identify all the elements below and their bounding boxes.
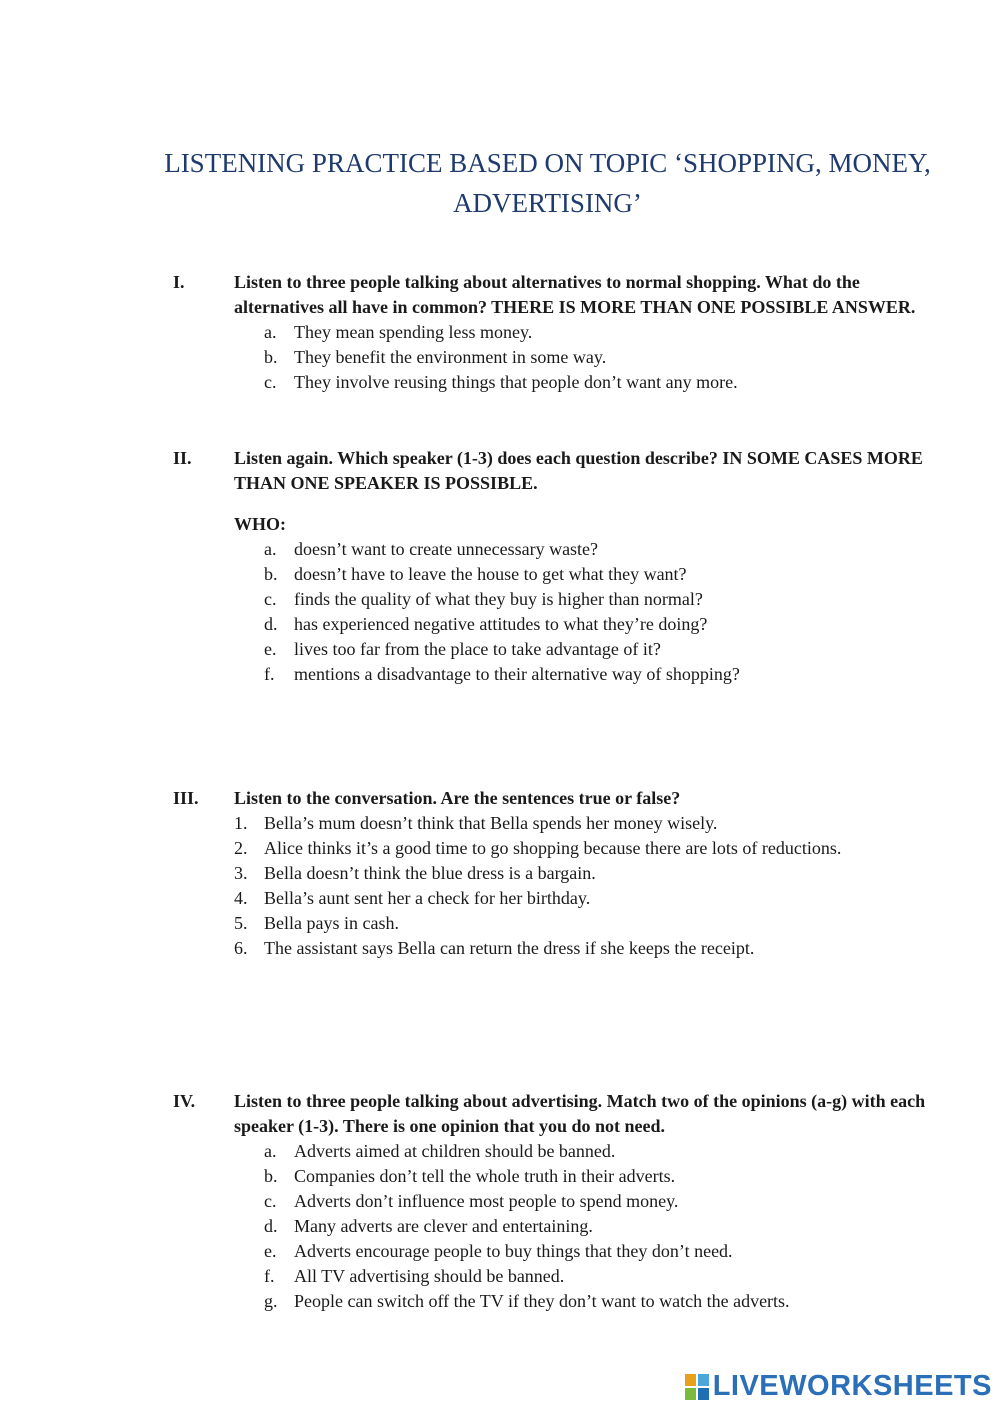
list-item <box>234 886 953 911</box>
list-item <box>234 1239 953 1264</box>
item-marker: 6. <box>234 938 248 958</box>
item-text: Bella’s mum doesn’t think that Bella spends her money wisely. <box>264 813 718 833</box>
list-item <box>234 662 953 687</box>
section-4 <box>173 1089 953 1314</box>
item-text: Bella pays in cash. <box>264 913 399 933</box>
item-marker: d. <box>264 1216 278 1236</box>
list-item <box>234 612 953 637</box>
item-marker: c. <box>264 372 277 392</box>
list-item <box>234 370 953 395</box>
list-item <box>234 861 953 886</box>
item-text: lives too far from the place to take advantage of it? <box>294 639 661 659</box>
item-marker: b. <box>264 564 278 584</box>
item-text: Many adverts are clever and entertaining. <box>294 1216 593 1236</box>
item-marker: c. <box>264 589 277 609</box>
item-text: They benefit the environment in some way. <box>294 347 607 367</box>
item-text: doesn’t have to leave the house to get what they want? <box>294 564 687 584</box>
item-text: has experienced negative attitudes to what they’re doing? <box>294 614 708 634</box>
list-item <box>234 345 953 370</box>
list-item <box>234 637 953 662</box>
section-numeral: III. <box>173 788 199 808</box>
statement-list <box>234 811 953 961</box>
item-text: People can switch off the TV if they don’t want to watch the adverts. <box>294 1291 790 1311</box>
list-item <box>234 537 953 562</box>
section-2 <box>173 446 953 687</box>
liveworksheets-logo[interactable] <box>685 1370 992 1403</box>
list-item <box>234 587 953 612</box>
option-list <box>234 537 953 687</box>
item-text: They involve reusing things that people don’t want any more. <box>294 372 738 392</box>
section-instruction: Listen again. Which speaker (1-3) does each question describe? IN SOME CASES MORE THAN ONE SPEAKER IS POSSIBLE. <box>234 448 923 493</box>
item-text: Adverts aimed at children should be banned. <box>294 1141 616 1161</box>
section-instruction: Listen to three people talking about advertising. Match two of the opinions (a-g) with each speaker (1-3). There is one opinion that you do not need. <box>234 1091 926 1136</box>
section-instruction: Listen to the conversation. Are the sentences true or false? <box>234 788 681 808</box>
opinion-list <box>234 1139 953 1314</box>
section-instruction: Listen to three people talking about alternatives to normal shopping. What do the alternatives all have in common? THERE IS MORE THAN ONE POSSIBLE ANSWER. <box>234 272 916 317</box>
item-text: finds the quality of what they buy is higher than normal? <box>294 589 703 609</box>
section-3-header <box>173 786 953 811</box>
item-marker: a. <box>264 322 277 342</box>
liveworksheets-logo-icon <box>685 1374 709 1400</box>
item-marker: 1. <box>234 813 248 833</box>
list-item <box>234 1214 953 1239</box>
section-numeral: IV. <box>173 1091 196 1111</box>
section-3 <box>173 786 953 961</box>
item-text: Bella’s aunt sent her a check for her birthday. <box>264 888 591 908</box>
section-numeral: II. <box>173 448 192 468</box>
list-item <box>234 911 953 936</box>
item-marker: f. <box>264 664 275 684</box>
option-list <box>234 320 953 395</box>
section-numeral: I. <box>173 272 185 292</box>
list-item <box>234 1164 953 1189</box>
item-marker: d. <box>264 614 278 634</box>
list-item <box>234 320 953 345</box>
section-2-header <box>173 446 953 496</box>
page-title: LISTENING PRACTICE BASED ON TOPIC ‘SHOPPING, MONEY, ADVERTISING’ <box>164 148 931 218</box>
item-text: All TV advertising should be banned. <box>294 1266 565 1286</box>
item-marker: 3. <box>234 863 248 883</box>
item-marker: b. <box>264 1166 278 1186</box>
list-item <box>234 562 953 587</box>
item-marker: e. <box>264 639 277 659</box>
item-text: mentions a disadvantage to their alternative way of shopping? <box>294 664 740 684</box>
list-item <box>234 1264 953 1289</box>
list-item <box>234 936 953 961</box>
item-marker: 5. <box>234 913 248 933</box>
list-item <box>234 1139 953 1164</box>
item-text: The assistant says Bella can return the dress if she keeps the receipt. <box>264 938 755 958</box>
who-subheading: WHO: <box>234 514 286 534</box>
item-text: Alice thinks it’s a good time to go shopping because there are lots of reductions. <box>264 838 842 858</box>
list-item <box>234 1289 953 1314</box>
item-marker: 4. <box>234 888 248 908</box>
item-text: Companies don’t tell the whole truth in their adverts. <box>294 1166 676 1186</box>
section-1 <box>173 270 953 395</box>
list-item <box>234 811 953 836</box>
item-marker: c. <box>264 1191 277 1211</box>
list-item <box>234 836 953 861</box>
item-marker: f. <box>264 1266 275 1286</box>
item-text: Adverts don’t influence most people to spend money. <box>294 1191 679 1211</box>
item-text: Adverts encourage people to buy things that they don’t need. <box>294 1241 733 1261</box>
logo-text: LIVEWORKSHEETS <box>712 1370 992 1402</box>
section-4-header <box>173 1089 953 1139</box>
item-text: They mean spending less money. <box>294 322 533 342</box>
item-marker: a. <box>264 539 277 559</box>
item-marker: 2. <box>234 838 248 858</box>
item-marker: a. <box>264 1141 277 1161</box>
section-1-header <box>173 270 953 320</box>
list-item <box>234 1189 953 1214</box>
item-marker: g. <box>264 1291 278 1311</box>
item-text: Bella doesn’t think the blue dress is a bargain. <box>264 863 596 883</box>
item-marker: e. <box>264 1241 277 1261</box>
item-marker: b. <box>264 347 278 367</box>
item-text: doesn’t want to create unnecessary waste? <box>294 539 599 559</box>
